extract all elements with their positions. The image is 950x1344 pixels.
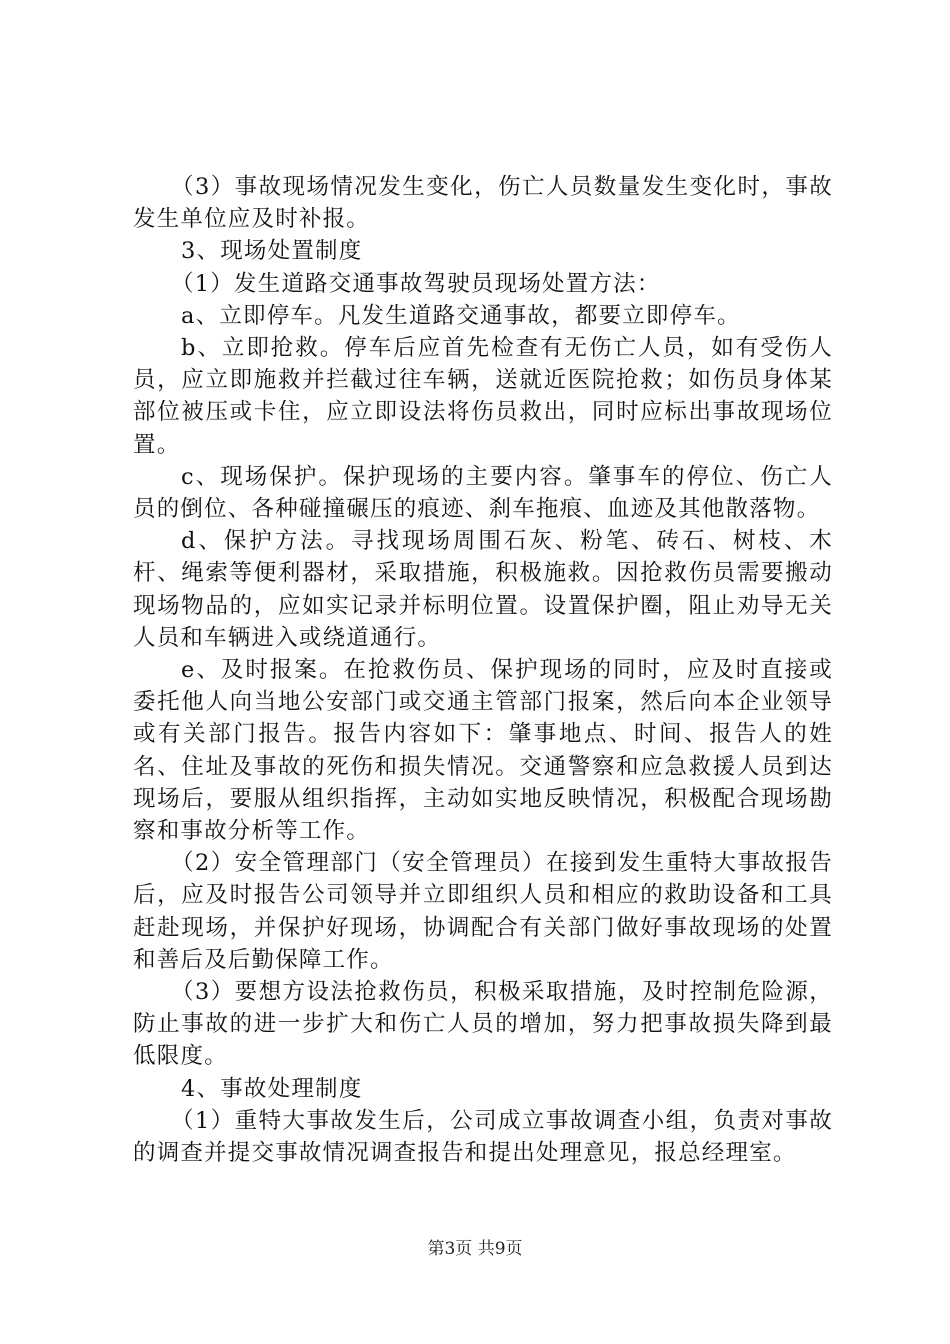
paragraph-stop-vehicle: a、立即停车。凡发生道路交通事故，都要立即停车。: [181, 302, 741, 329]
paragraph-investigation-team: （1）重特大事故发生后，公司成立事故调查小组，负责对事故的调查并提交事故情况调查报告和提出处理意见，报总经理室。: [133, 1107, 833, 1167]
paragraph-report-update: （3）事故现场情况发生变化，伤亡人员数量发生变化时，事故发生单位应及时补报。: [133, 174, 833, 233]
section-heading-accident-handling: 4、事故处理制度: [181, 1075, 363, 1102]
paragraph-report-case: e、及时报案。在抢救伤员、保护现场的同时，应及时直接或委托他人向当地公安部门或交通主管部门报案，然后向本企业领导或有关部门报告。报告内容如下：肇事地点、时间、报告人的姓名、住址及事故的死伤和损失情况。交通警察和应急救援人员到达现场后，要服从组织指挥，主动如实地反映情况，积极配合现场勘察和事故分析等工作。: [133, 657, 833, 845]
paragraph-scene-protection: c、现场保护。保护现场的主要内容。肇事车的停位、伤亡人员的倒位、各种碰撞碾压的痕迹、刹车拖痕、血迹及其他散落物。: [133, 463, 833, 523]
paragraph-rescue: b、立即抢救。停车后应首先检查有无伤亡人员，如有受伤人员，应立即施救并拦截过往车辆，送就近医院抢救；如伤员身体某部位被压或卡住，应立即设法将伤员救出，同时应标出事故现场位置。: [133, 335, 833, 458]
paragraph-safety-department: （2）安全管理部门（安全管理员）在接到发生重特大事故报告后，应及时报告公司领导并立即组织人员和相应的救助设备和工具赶赴现场，并保护好现场，协调配合有关部门做好事故现场的处置和善后及后勤保障工作。: [133, 850, 833, 973]
paragraph-protection-method: d、保护方法。寻找现场周围石灰、粉笔、砖石、树枝、木杆、绳索等便利器材，采取措施，积极施救。因抢救伤员需要搬动现场物品的，应如实记录并标明位置。设置保护圈，阻止劝导无关人员和车辆进入或绕道通行。: [133, 528, 833, 651]
paragraph-driver-onsite-method: （1）发生道路交通事故驾驶员现场处置方法：: [171, 270, 661, 297]
page-number-footer: 第3页 共9页: [427, 1239, 523, 1259]
paragraph-control-hazard: （3）要想方设法抢救伤员，积极采取措施，及时控制危险源，防止事故的进一步扩大和伤亡人员的增加，努力把事故损失降到最低限度。: [133, 979, 833, 1070]
section-heading-onsite-handling: 3、现场处置制度: [181, 238, 363, 265]
document-body: [133, 171, 833, 1169]
